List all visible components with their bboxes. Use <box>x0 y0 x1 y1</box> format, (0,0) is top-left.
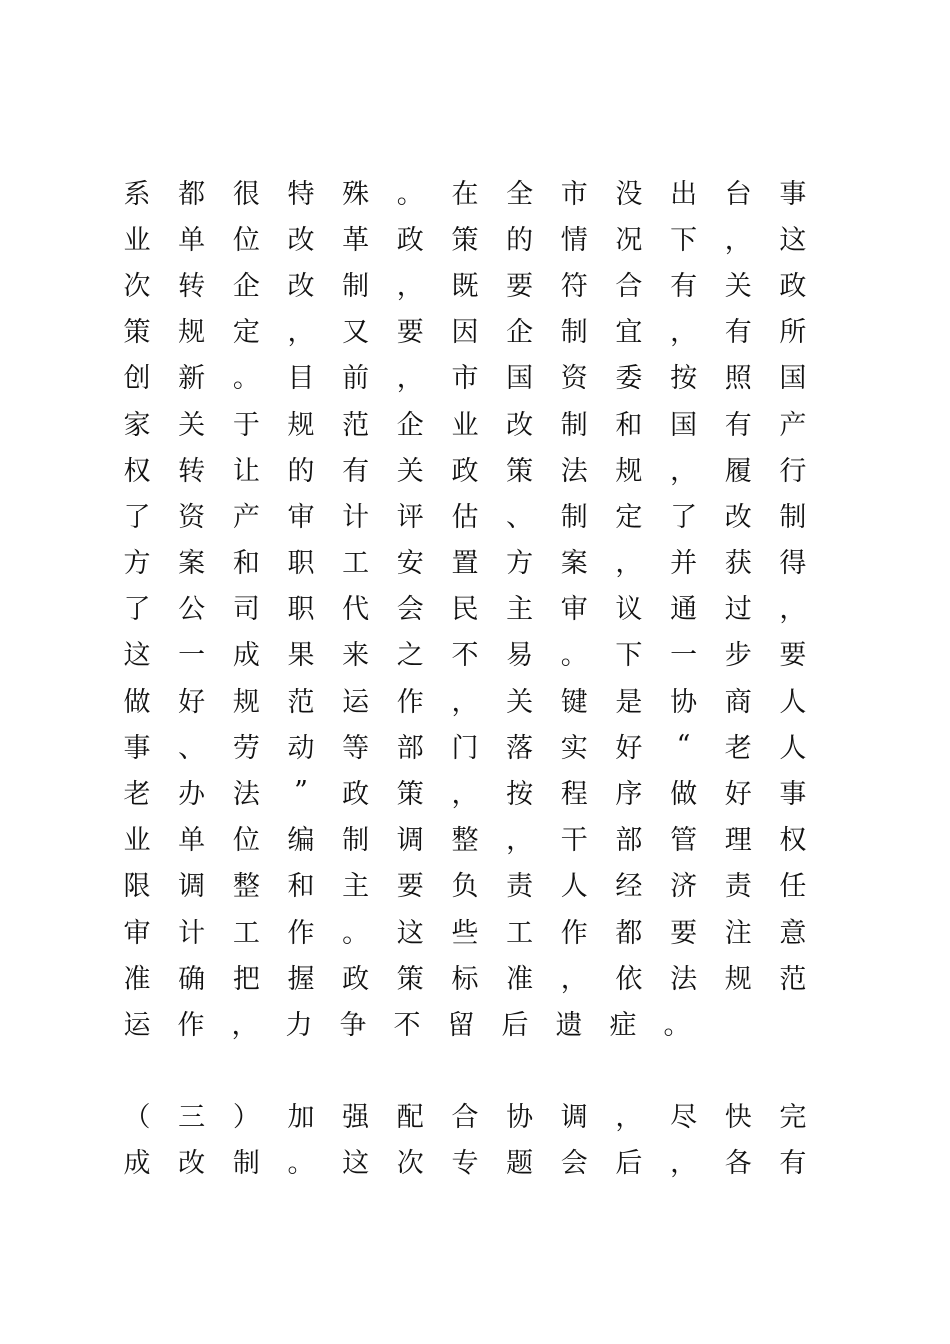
text-char: 转 <box>178 270 206 302</box>
text-char: 司 <box>232 594 260 626</box>
text-char: 落 <box>506 732 534 764</box>
text-char: 殊 <box>342 178 370 210</box>
text-char: 调 <box>396 825 424 857</box>
text-char: 部 <box>615 825 643 857</box>
text-char: 济 <box>670 871 698 903</box>
text-char: 审 <box>287 501 315 533</box>
text-char: 成 <box>123 1148 151 1180</box>
text-char: 规 <box>178 317 206 349</box>
text-char: 整 <box>451 825 479 857</box>
text-char: 业 <box>123 224 151 256</box>
text-line <box>110 630 820 676</box>
text-char: 了 <box>123 594 151 626</box>
text-char: 改 <box>506 409 534 441</box>
text-char: 评 <box>396 501 424 533</box>
text-char: 都 <box>178 178 206 210</box>
text-char: 政 <box>451 455 479 487</box>
text-char: 责 <box>506 871 534 903</box>
text-char: 任 <box>779 871 807 903</box>
text-char: 既 <box>451 270 479 302</box>
text-char: 人 <box>779 732 807 764</box>
text-char: 调 <box>560 1102 588 1134</box>
text-char: 门 <box>451 732 479 764</box>
text-char: 家 <box>123 409 151 441</box>
text-char: 的 <box>287 455 315 487</box>
text-char: 做 <box>670 779 698 811</box>
text-char: 要 <box>396 871 424 903</box>
text-char: ， <box>287 317 315 349</box>
text-char: 方 <box>123 548 151 580</box>
text-char: 策 <box>396 779 424 811</box>
text-char: 企 <box>506 317 534 349</box>
text-char: 政 <box>396 224 424 256</box>
text-char: 按 <box>506 779 534 811</box>
text-char: 制 <box>342 270 370 302</box>
text-char: 整 <box>232 871 260 903</box>
text-char: 都 <box>615 917 643 949</box>
text-char: 各 <box>724 1148 752 1180</box>
text-char: 要 <box>670 917 698 949</box>
text-char: 定 <box>615 501 643 533</box>
text-char: 是 <box>615 686 643 718</box>
text-char: 业 <box>451 409 479 441</box>
text-char: 有 <box>779 1148 807 1180</box>
text-char: 的 <box>506 224 534 256</box>
text-char: 实 <box>560 732 588 764</box>
body-text <box>110 168 820 1184</box>
text-line <box>110 768 820 814</box>
text-char: 按 <box>670 363 698 395</box>
text-char: 干 <box>560 825 588 857</box>
text-char: 之 <box>396 640 424 672</box>
text-char: 题 <box>506 1148 534 1180</box>
text-char: 制 <box>560 501 588 533</box>
text-char: 会 <box>560 1148 588 1180</box>
text-char: 限 <box>123 871 151 903</box>
text-char: 策 <box>506 455 534 487</box>
paragraph-2 <box>110 1092 820 1184</box>
text-char: 通 <box>670 594 698 626</box>
text-char: ， <box>451 686 479 718</box>
text-char: 。 <box>560 640 588 672</box>
text-char: 所 <box>779 317 807 349</box>
text-char: 没 <box>615 178 643 210</box>
text-char: 方 <box>506 548 534 580</box>
text-char: 案 <box>178 548 206 580</box>
text-char: 新 <box>178 363 206 395</box>
text-char: ， <box>670 317 698 349</box>
text-char: 法 <box>670 963 698 995</box>
text-char: 办 <box>178 779 206 811</box>
text-char: 估 <box>451 501 479 533</box>
text-char: 情 <box>560 224 588 256</box>
text-char: 审 <box>560 594 588 626</box>
text-char: 台 <box>724 178 752 210</box>
text-char: 。 <box>396 178 424 210</box>
text-char: 规 <box>615 455 643 487</box>
text-char: 要 <box>396 317 424 349</box>
text-char: 编 <box>287 825 315 857</box>
text-char: 好 <box>615 732 643 764</box>
text-char: 作 <box>396 686 424 718</box>
text-char: 政 <box>779 270 807 302</box>
text-char: 转 <box>178 455 206 487</box>
text-char: 制 <box>779 501 807 533</box>
text-char: 后 <box>615 1148 643 1180</box>
text-char: 等 <box>342 732 370 764</box>
text-char: 符 <box>560 270 588 302</box>
text-char: 关 <box>396 455 424 487</box>
text-char: 步 <box>724 640 752 672</box>
text-char: 策 <box>396 963 424 995</box>
text-char: 准 <box>123 963 151 995</box>
text-char: 于 <box>232 409 260 441</box>
text-char: 职 <box>287 548 315 580</box>
text-char: 行 <box>779 455 807 487</box>
text-char: 在 <box>451 178 479 210</box>
text-line <box>110 353 820 399</box>
text-char: 职 <box>287 594 315 626</box>
text-char: 法 <box>560 455 588 487</box>
text-char: 议 <box>615 594 643 626</box>
text-char: 宜 <box>615 317 643 349</box>
text-char: 遗 <box>555 1009 583 1041</box>
text-char: 国 <box>779 363 807 395</box>
text-char: 前 <box>342 363 370 395</box>
text-line <box>110 861 820 907</box>
text-char: 位 <box>232 825 260 857</box>
text-char: 症 <box>609 1009 637 1041</box>
text-char: 商 <box>724 686 752 718</box>
text-char: 况 <box>615 224 643 256</box>
text-char: 依 <box>615 963 643 995</box>
text-char: 。 <box>287 1148 315 1180</box>
text-char: 系 <box>123 178 151 210</box>
text-char: 理 <box>724 825 752 857</box>
text-char: 这 <box>396 917 424 949</box>
text-char: 市 <box>560 178 588 210</box>
text-char: 完 <box>779 1102 807 1134</box>
text-char: 、 <box>178 732 206 764</box>
text-char: 运 <box>123 1009 151 1041</box>
text-char: 民 <box>451 594 479 626</box>
text-char: 三 <box>178 1102 206 1134</box>
text-char: 权 <box>123 455 151 487</box>
text-line <box>110 445 820 491</box>
text-char: ” <box>294 776 308 808</box>
text-char: 业 <box>123 825 151 857</box>
text-char: 出 <box>670 178 698 210</box>
text-char: 不 <box>451 640 479 672</box>
text-char: 下 <box>615 640 643 672</box>
text-char: 易 <box>506 640 534 672</box>
text-char: 一 <box>670 640 698 672</box>
text-line <box>110 399 820 445</box>
text-line <box>110 1138 820 1184</box>
text-char: 合 <box>451 1102 479 1134</box>
text-char: 特 <box>287 178 315 210</box>
text-line <box>110 491 820 537</box>
text-char: ， <box>724 224 752 256</box>
text-char: 国 <box>506 363 534 395</box>
text-char: 争 <box>339 1009 367 1041</box>
text-char: 制 <box>342 825 370 857</box>
text-char: 有 <box>670 270 698 302</box>
text-char: ， <box>615 1102 643 1134</box>
text-line <box>110 538 820 584</box>
text-char: ， <box>615 548 643 580</box>
text-char: 主 <box>342 871 370 903</box>
text-char: 让 <box>232 455 260 487</box>
text-char: 确 <box>178 963 206 995</box>
text-char: 力 <box>285 1009 313 1041</box>
text-line <box>110 168 820 214</box>
text-char: 产 <box>232 501 260 533</box>
text-char: 作 <box>560 917 588 949</box>
text-char: 程 <box>560 779 588 811</box>
text-line <box>110 676 820 722</box>
text-char: 制 <box>232 1148 260 1180</box>
text-char: 强 <box>342 1102 370 1134</box>
text-char: 意 <box>779 917 807 949</box>
text-char: 改 <box>724 501 752 533</box>
text-char: 要 <box>779 640 807 672</box>
text-char: ， <box>560 963 588 995</box>
text-line <box>110 999 820 1045</box>
text-line <box>110 722 820 768</box>
text-char: 协 <box>506 1102 534 1134</box>
text-char: ， <box>231 1009 259 1041</box>
text-char: 委 <box>615 363 643 395</box>
text-char: 动 <box>287 732 315 764</box>
text-char: 加 <box>287 1102 315 1134</box>
text-char: 不 <box>393 1009 421 1041</box>
text-line <box>110 307 820 353</box>
text-char: 事 <box>123 732 151 764</box>
text-char: 案 <box>560 548 588 580</box>
text-char: 这 <box>779 224 807 256</box>
text-char: 经 <box>615 871 643 903</box>
text-char: 企 <box>396 409 424 441</box>
text-char: 照 <box>724 363 752 395</box>
text-char: 策 <box>123 317 151 349</box>
text-char: 责 <box>724 871 752 903</box>
text-char: 和 <box>232 548 260 580</box>
text-char: 主 <box>506 594 534 626</box>
text-char: 制 <box>560 317 588 349</box>
text-char: 获 <box>724 548 752 580</box>
text-char: 单 <box>178 825 206 857</box>
text-char: 工 <box>232 917 260 949</box>
text-char: 和 <box>287 871 315 903</box>
text-char: 计 <box>342 501 370 533</box>
text-char: 快 <box>724 1102 752 1134</box>
text-char: 协 <box>670 686 698 718</box>
text-char: 些 <box>451 917 479 949</box>
text-char: 标 <box>451 963 479 995</box>
text-char: 审 <box>123 917 151 949</box>
text-char: 有 <box>724 409 752 441</box>
text-char: 、 <box>506 501 534 533</box>
text-char: 范 <box>287 686 315 718</box>
text-char: 好 <box>178 686 206 718</box>
text-char: 了 <box>123 501 151 533</box>
text-char: 运 <box>342 686 370 718</box>
text-char: 规 <box>724 963 752 995</box>
text-char: 因 <box>451 317 479 349</box>
text-char: 改 <box>287 224 315 256</box>
text-char: 位 <box>232 224 260 256</box>
text-char: 代 <box>342 594 370 626</box>
text-char: 会 <box>396 594 424 626</box>
text-char: 范 <box>342 409 370 441</box>
text-char: 把 <box>232 963 260 995</box>
text-char: 产 <box>779 409 807 441</box>
text-char: 次 <box>123 270 151 302</box>
text-char: 置 <box>451 548 479 580</box>
text-char: 后 <box>501 1009 529 1041</box>
text-char: 键 <box>560 686 588 718</box>
text-char: 合 <box>615 270 643 302</box>
text-char: 很 <box>232 178 260 210</box>
text-char: 企 <box>232 270 260 302</box>
text-char: 市 <box>451 363 479 395</box>
text-char: 安 <box>396 548 424 580</box>
text-char: 法 <box>232 779 260 811</box>
text-char: 人 <box>560 871 588 903</box>
text-char: 革 <box>342 224 370 256</box>
text-char: 得 <box>779 548 807 580</box>
text-char: 管 <box>670 825 698 857</box>
text-line <box>110 953 820 999</box>
text-char: 好 <box>724 779 752 811</box>
text-char: 。 <box>232 363 260 395</box>
text-line <box>110 815 820 861</box>
text-char: 公 <box>178 594 206 626</box>
text-line <box>110 907 820 953</box>
text-char: 改 <box>178 1148 206 1180</box>
text-line <box>110 214 820 260</box>
text-char: 次 <box>396 1148 424 1180</box>
text-char: 改 <box>287 270 315 302</box>
text-char: （ <box>123 1102 151 1134</box>
text-char: 目 <box>287 363 315 395</box>
text-char: 了 <box>670 501 698 533</box>
text-char: 人 <box>779 686 807 718</box>
text-char: 要 <box>506 270 534 302</box>
text-char: 调 <box>178 871 206 903</box>
paragraph-1 <box>110 168 820 1046</box>
text-char: 过 <box>724 594 752 626</box>
text-char: 资 <box>178 501 206 533</box>
text-char: 并 <box>670 548 698 580</box>
text-char: 这 <box>123 640 151 672</box>
text-char: 果 <box>287 640 315 672</box>
text-char: 这 <box>342 1148 370 1180</box>
text-char: ， <box>670 1148 698 1180</box>
text-char: 一 <box>178 640 206 672</box>
text-char: 劳 <box>232 732 260 764</box>
text-char: 来 <box>342 640 370 672</box>
text-char: 工 <box>342 548 370 580</box>
text-char: 。 <box>342 917 370 949</box>
text-line <box>110 1092 820 1138</box>
text-char: 有 <box>342 455 370 487</box>
text-char: 策 <box>451 224 479 256</box>
text-char: 政 <box>342 963 370 995</box>
text-char: 定 <box>232 317 260 349</box>
text-char: 权 <box>779 825 807 857</box>
text-char: 单 <box>178 224 206 256</box>
text-char: 准 <box>506 963 534 995</box>
text-char: 握 <box>287 963 315 995</box>
text-char: ） <box>232 1102 260 1134</box>
text-char: 关 <box>178 409 206 441</box>
text-char: 国 <box>670 409 698 441</box>
text-char: 规 <box>287 409 315 441</box>
text-char: 制 <box>560 409 588 441</box>
text-char: 事 <box>779 779 807 811</box>
text-char: 关 <box>724 270 752 302</box>
text-char: 又 <box>342 317 370 349</box>
paragraph-gap <box>110 1046 820 1092</box>
text-char: 注 <box>724 917 752 949</box>
text-char: 老 <box>724 732 752 764</box>
text-char: 部 <box>396 732 424 764</box>
text-char: 做 <box>123 686 151 718</box>
text-char: ， <box>451 779 479 811</box>
text-char: 规 <box>232 686 260 718</box>
text-char: 事 <box>779 178 807 210</box>
text-char: ， <box>506 825 534 857</box>
text-char: 下 <box>670 224 698 256</box>
text-char: 序 <box>615 779 643 811</box>
text-char: 履 <box>724 455 752 487</box>
text-char: 作 <box>287 917 315 949</box>
text-char: 成 <box>232 640 260 672</box>
text-char: 资 <box>560 363 588 395</box>
text-line <box>110 260 820 306</box>
text-char: 政 <box>342 779 370 811</box>
text-char: 负 <box>451 871 479 903</box>
text-line <box>110 584 820 630</box>
text-char: ， <box>670 455 698 487</box>
text-char: “ <box>676 729 691 761</box>
text-char: 和 <box>615 409 643 441</box>
text-char: 专 <box>451 1148 479 1180</box>
text-char: 工 <box>506 917 534 949</box>
text-char: 留 <box>447 1009 475 1041</box>
text-char: 。 <box>663 1009 691 1041</box>
text-char: 范 <box>779 963 807 995</box>
text-char: ， <box>396 363 424 395</box>
text-char: ， <box>396 270 424 302</box>
text-char: 作 <box>177 1009 205 1041</box>
text-char: 创 <box>123 363 151 395</box>
text-char: 老 <box>123 779 151 811</box>
text-char: 有 <box>724 317 752 349</box>
text-char: 计 <box>178 917 206 949</box>
text-char: 全 <box>506 178 534 210</box>
text-char: 配 <box>396 1102 424 1134</box>
text-char: ， <box>779 594 807 626</box>
text-char: 尽 <box>670 1102 698 1134</box>
text-char: 关 <box>506 686 534 718</box>
